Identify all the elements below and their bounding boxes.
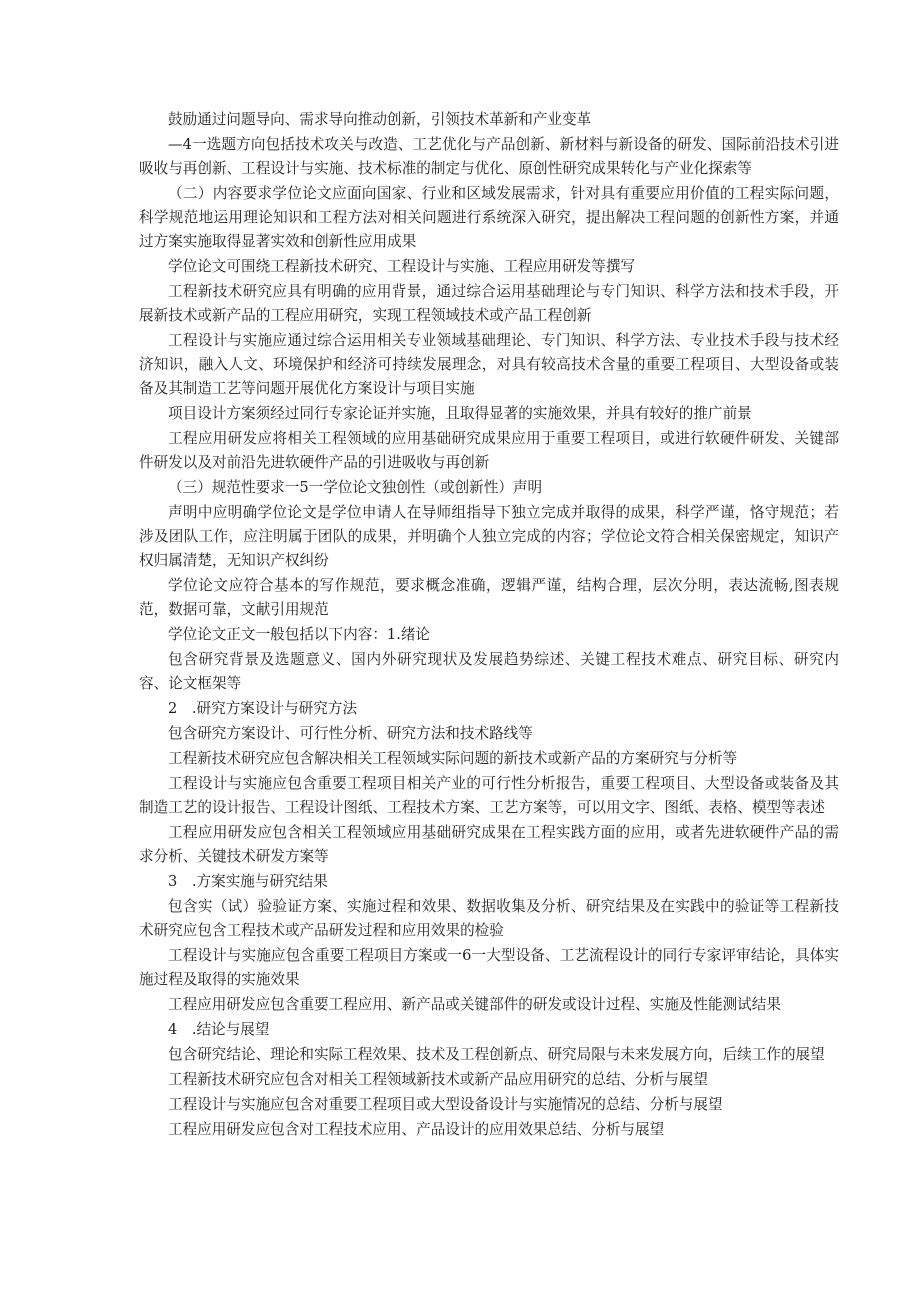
paragraph: 工程应用研发应包含相关工程领域应用基础研究成果在工程实践方面的应用，或者先进软硬件产品的需求分析、关键技术研发方案等	[139, 824, 839, 865]
paragraph: 学位论文应符合基本的写作规范，要求概念准确，逻辑严谨，结构合理，层次分明，表达流畅,图表规范，数据可靠，文献引用规范	[139, 577, 839, 618]
paragraph: 包含研究方案设计、可行性分析、研究方法和技术路线等	[168, 725, 533, 742]
numbered-heading: 3 .方案实施与研究结果	[168, 873, 328, 890]
document-body	[139, 108, 839, 1143]
section-heading: （三）规范性要求一5一学位论文独创性（或创新性）声明	[168, 479, 543, 496]
paragraph: 工程设计与实施应通过综合运用相关专业领域基础理论、专门知识、科学方法、专业技术手段与技术经济知识，融入人文、环境保护和经济可持续发展理念，对具有较高技术含量的重要工程项目、大型设备或装备及其制造工艺等问题开展优化方案设计与项目实施	[139, 332, 839, 397]
paragraph: 鼓励通过问题导向、需求导向推动创新，引领技术革新和产业变革	[168, 111, 592, 128]
paragraph: 工程设计与实施应包含重要工程项目方案或一6一大型设备、工艺流程设计的同行专家评审结论，具体实施过程及取得的实施效果	[139, 947, 839, 988]
paragraph: 项目设计方案须经过同行专家论证并实施，且取得显著的实施效果，并具有较好的推广前景	[168, 405, 752, 422]
paragraph: 工程新技术研究应包含对相关工程领域新技术或新产品应用研究的总结、分析与展望	[168, 1071, 708, 1088]
paragraph: 学位论文正文一般包括以下内容：1.绪论	[168, 626, 431, 643]
paragraph: 声明中应明确学位论文是学位申请人在导师组指导下独立完成并取得的成果，科学严谨，恪守规范；若涉及团队工作，应注明属于团队的成果，并明确个人独立完成的内容；学位论文符合相关保密规定，知识产权归属清楚，无知识产权纠纷	[139, 504, 839, 569]
paragraph: 工程新技术研究应具有明确的应用背景，通过综合运用基础理论与专门知识、科学方法和技术手段，开展新技术或新产品的工程应用研究，实现工程领域技术或产品工程创新	[139, 283, 839, 324]
paragraph: 包含实（试）验验证方案、实施过程和效果、数据收集及分析、研究结果及在实践中的验证等工程新技术研究应包含工程技术或产品研发过程和应用效果的检验	[139, 898, 839, 939]
paragraph: （二）内容要求学位论文应面向国家、行业和区域发展需求，针对具有重要应用价值的工程实际问题，科学规范地运用理论知识和工程方法对相关问题进行系统深入研究，提出解决工程问题的创新性方案，并通过方案实施取得显著实效和创新性应用成果	[139, 185, 839, 250]
paragraph: 工程设计与实施应包含重要工程项目相关产业的可行性分析报告，重要工程项目、大型设备或装备及其制造工艺的设计报告、工程设计图纸、工程技术方案、工艺方案等，可以用文字、图纸、表格、模型等表述	[139, 775, 839, 816]
paragraph: 工程设计与实施应包含对重要工程项目或大型设备设计与实施情况的总结、分析与展望	[168, 1096, 723, 1113]
paragraph: 工程新技术研究应包含解决相关工程领域实际问题的新技术或新产品的方案研究与分析等	[168, 750, 738, 767]
paragraph: 工程应用研发应包含对工程技术应用、产品设计的应用效果总结、分析与展望	[168, 1121, 665, 1138]
paragraph: —4一选题方向包括技术攻关与改造、工艺优化与产品创新、新材料与新设备的研发、国际前沿技术引进吸收与再创新、工程设计与实施、技术标准的制定与优化、原创性研究成果转化与产业化探索等	[139, 136, 839, 177]
paragraph: 包含研究结论、理论和实际工程效果、技术及工程创新点、研究局限与未来发展方向，后续工作的展望	[168, 1046, 825, 1063]
numbered-heading: 2 .研究方案设计与研究方法	[168, 700, 358, 717]
paragraph: 工程应用研发应包含重要工程应用、新产品或关键部件的研发或设计过程、实施及性能测试结果	[168, 996, 781, 1013]
paragraph: 包含研究背景及选题意义、国内外研究现状及发展趋势综述、关键工程技术难点、研究目标、研究内容、论文框架等	[139, 651, 839, 692]
paragraph: 工程应用研发应将相关工程领域的应用基础研究成果应用于重要工程项目，或进行软硬件研发、关键部件研发以及对前沿先进软硬件产品的引进吸收与再创新	[139, 430, 839, 471]
numbered-heading: 4 .结论与展望	[168, 1021, 270, 1038]
paragraph: 学位论文可围绕工程新技术研究、工程设计与实施、工程应用研发等撰写	[168, 258, 636, 275]
